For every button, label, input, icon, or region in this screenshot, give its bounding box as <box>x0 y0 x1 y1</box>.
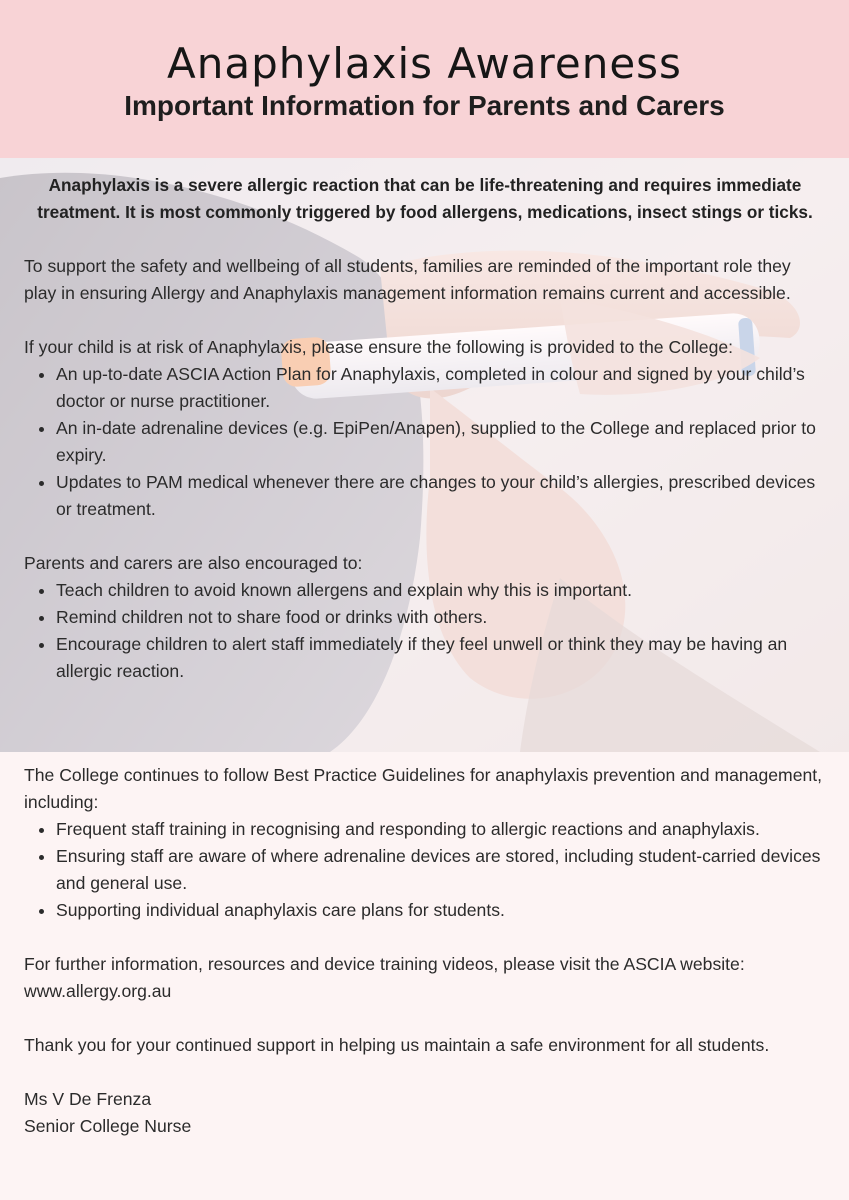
upper-content <box>24 172 826 685</box>
college-lead: The College continues to follow Best Practice Guidelines for anaphylaxis prevention and management, including: <box>24 765 823 812</box>
encouraged-lead: Parents and carers are also encouraged to: <box>24 553 363 573</box>
signature-role: Senior College Nurse <box>24 1116 192 1136</box>
college-list <box>24 816 826 924</box>
list-item: • Supporting individual anaphylaxis care plans for students. <box>56 897 826 924</box>
list-item: • Updates to PAM medical whenever there are changes to your child’s allergies, prescribed devices or treatment. <box>56 469 826 523</box>
at-risk-lead: If your child is at risk of Anaphylaxis, please ensure the following is provided to the College: <box>24 337 734 357</box>
list-item: • Teach children to avoid known allergens and explain why this is important. <box>56 577 826 604</box>
list-item: • Encourage children to alert staff immediately if they feel unwell or think they may be having an allergic reaction. <box>56 631 826 685</box>
at-risk-list <box>24 361 826 523</box>
list-item: • Frequent staff training in recognising and responding to allergic reactions and anaphylaxis. <box>56 816 826 843</box>
list-item: • Remind children not to share food or drinks with others. <box>56 604 826 631</box>
intro-statement: Anaphylaxis is a severe allergic reaction that can be life-threatening and requires immediate treatment. It is most commonly triggered by food allergens, medications, insect stings or ticks. <box>37 175 813 222</box>
page-title: Anaphylaxis Awareness <box>167 39 682 88</box>
thanks-paragraph: Thank you for your continued support in helping us maintain a safe environment for all students. <box>24 1035 770 1055</box>
list-item: • An up-to-date ASCIA Action Plan for Anaphylaxis, completed in colour and signed by your child’s doctor or nurse practitioner. <box>56 361 826 415</box>
encouraged-list <box>24 577 826 685</box>
further-info-paragraph: For further information, resources and device training videos, please visit the ASCIA website: www.allergy.org.au <box>24 954 745 1001</box>
page-subtitle: Important Information for Parents and Carers <box>124 90 725 121</box>
lower-content <box>24 762 826 1140</box>
list-item: • Ensuring staff are aware of where adrenaline devices are stored, including student-carried devices and general use. <box>56 843 826 897</box>
support-paragraph: To support the safety and wellbeing of all students, families are reminded of the important role they play in ensuring Allergy and Anaphylaxis management information remains current and accessible. <box>24 256 791 303</box>
header-banner <box>0 0 849 158</box>
signature-name: Ms V De Frenza <box>24 1089 152 1109</box>
list-item: • An in-date adrenaline devices (e.g. EpiPen/Anapen), supplied to the College and replaced prior to expiry. <box>56 415 826 469</box>
